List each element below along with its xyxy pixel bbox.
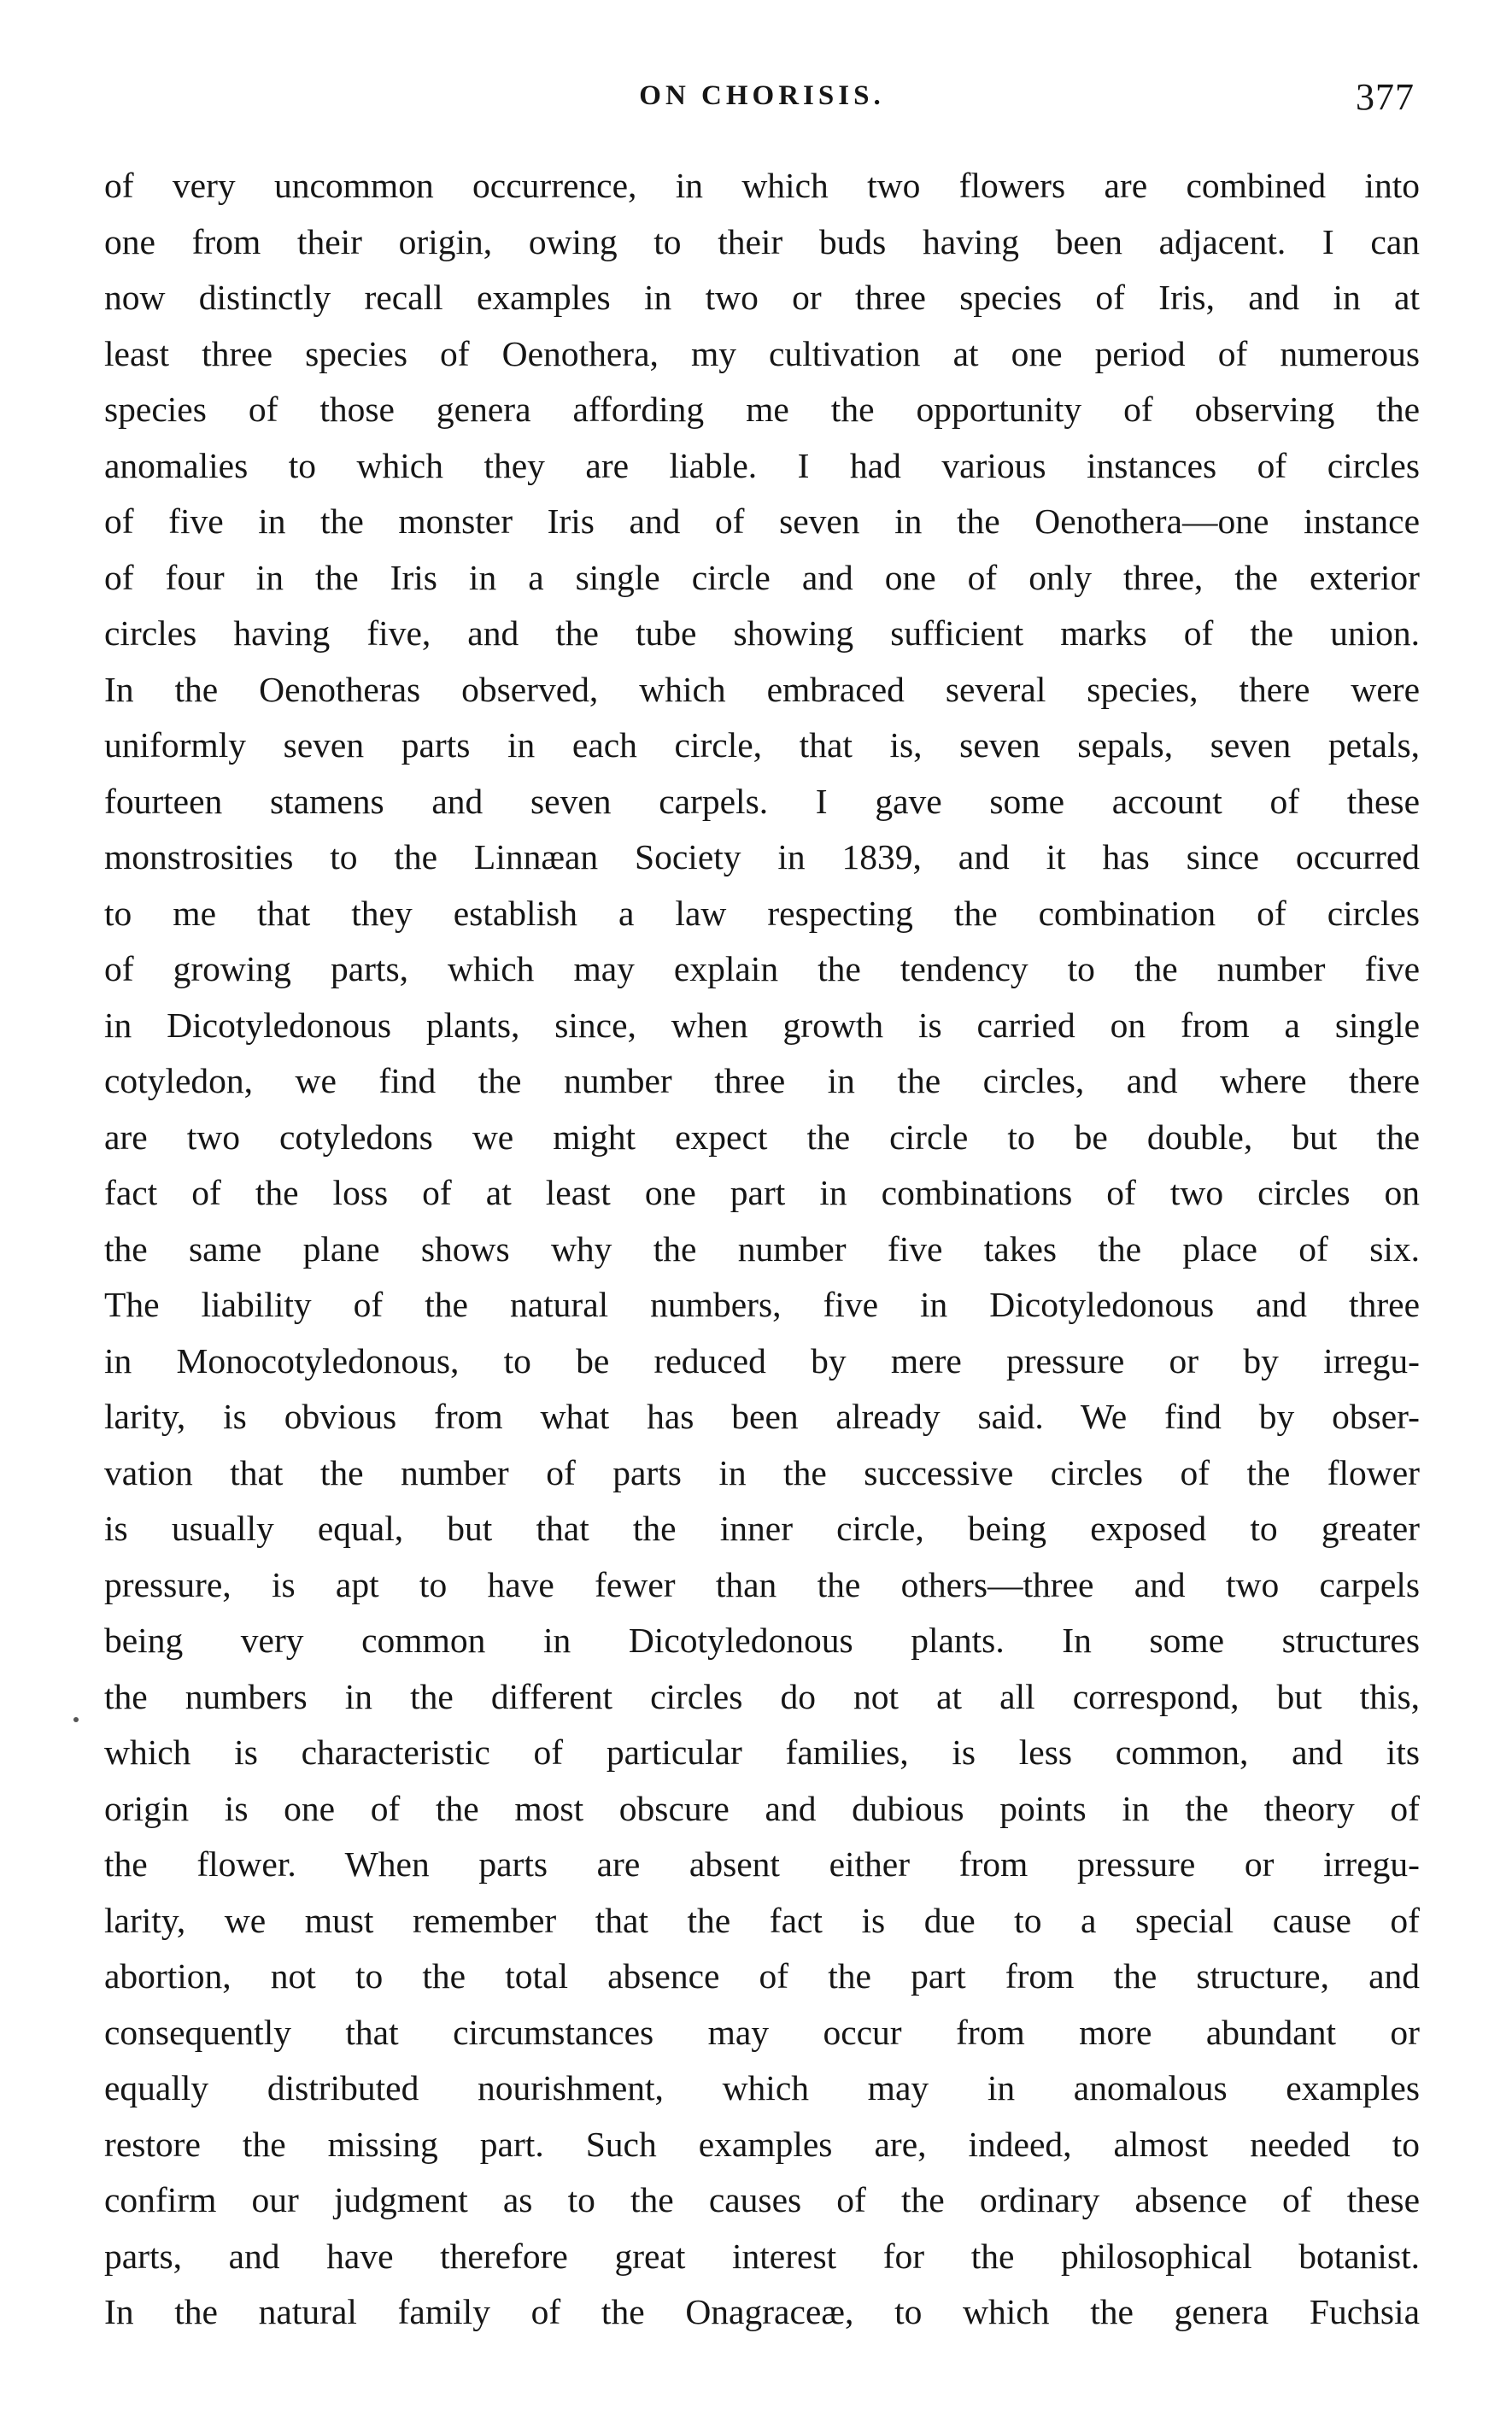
margin-mark xyxy=(73,1717,79,1722)
text-line: anomalies to which they are liable. I had various instances of circles xyxy=(104,445,1420,485)
text-line: origin is one of the most obscure and dubious points in the theory of xyxy=(104,1788,1420,1828)
text-line: pressure, is apt to have fewer than the others—three and two carpels xyxy=(104,1564,1420,1604)
text-line: species of those genera affording me the opportunity of observing the xyxy=(104,390,1420,429)
text-line: the same plane shows why the number five takes the place of six. xyxy=(104,1228,1420,1269)
text-line: The liability of the natural numbers, five in Dicotyledonous and three xyxy=(104,1285,1420,1324)
running-head: ON CHORISIS. xyxy=(639,80,885,111)
text-line: uniformly seven parts in each circle, that is, seven sepals, seven petals, xyxy=(104,725,1420,765)
text-line: the numbers in the different circles do not at all correspond, but this, xyxy=(104,1676,1420,1716)
text-line: being very common in Dicotyledonous plants. In some structures xyxy=(104,1621,1420,1660)
text-line: of growing parts, which may explain the tendency to the number five xyxy=(104,949,1420,988)
text-line: larity, is obvious from what has been already said. We find by obser- xyxy=(104,1397,1420,1436)
text-line: equally distributed nourishment, which may in anomalous examples xyxy=(104,2068,1420,2108)
text-line: vation that the number of parts in the successive circles of the flower xyxy=(104,1452,1420,1492)
page-header xyxy=(104,75,1420,126)
text-line: of four in the Iris in a single circle and one of only three, the exterior xyxy=(104,557,1420,597)
text-line: monstrosities to the Linnæan Society in 1839, and it has since occurred xyxy=(104,837,1420,876)
text-line: now distinctly recall examples in two or three species of Iris, and in at xyxy=(104,278,1420,317)
text-line: are two cotyledons we might expect the circle to be double, but the xyxy=(104,1117,1420,1157)
text-line: is usually equal, but that the inner circle, being exposed to greater xyxy=(104,1509,1420,1548)
text-line: which is characteristic of particular families, is less common, and its xyxy=(104,1732,1420,1772)
text-line: in Monocotyledonous, to be reduced by mere pressure or by irregu- xyxy=(104,1340,1420,1381)
text-line: circles having five, and the tube showing sufficient marks of the union. xyxy=(104,613,1420,653)
text-line: cotyledon, we find the number three in the circles, and where there xyxy=(104,1061,1420,1100)
text-line: least three species of Oenothera, my cultivation at one period of numerous xyxy=(104,333,1420,373)
text-line: In the Oenotheras observed, which embraced several species, there were xyxy=(104,669,1420,709)
body-text xyxy=(104,158,1420,2341)
text-line: one from their origin, owing to their buds having been adjacent. I can xyxy=(104,221,1420,261)
text-line: confirm our judgment as to the causes of the ordinary absence of these xyxy=(104,2180,1420,2219)
text-line: the flower. When parts are absent either from pressure or irregu- xyxy=(104,1844,1420,1884)
text-line: of very uncommon occurrence, in which two flowers are combined into xyxy=(104,166,1420,205)
text-line: consequently that circumstances may occur from more abundant or xyxy=(104,2012,1420,2052)
page-number: 377 xyxy=(1356,76,1415,118)
text-line: to me that they establish a law respecting the combination of circles xyxy=(104,893,1420,933)
text-line: restore the missing part. Such examples are, indeed, almost needed to xyxy=(104,2124,1420,2164)
text-line: abortion, not to the total absence of the part from the structure, and xyxy=(104,1956,1420,1996)
text-line: fact of the loss of at least one part in combinations of two circles on xyxy=(104,1173,1420,1212)
text-line: larity, we must remember that the fact is due to a special cause of xyxy=(104,1900,1420,1940)
text-line: fourteen stamens and seven carpels. I gave some account of these xyxy=(104,781,1420,821)
text-line: in Dicotyledonous plants, since, when growth is carried on from a single xyxy=(104,1005,1420,1045)
text-line: parts, and have therefore great interest for the philosophical botanist. xyxy=(104,2236,1420,2276)
text-line: of five in the monster Iris and of seven in the Oenothera—one instance xyxy=(104,501,1420,541)
text-line: In the natural family of the Onagraceæ, to which the genera Fuchsia xyxy=(104,2292,1420,2331)
